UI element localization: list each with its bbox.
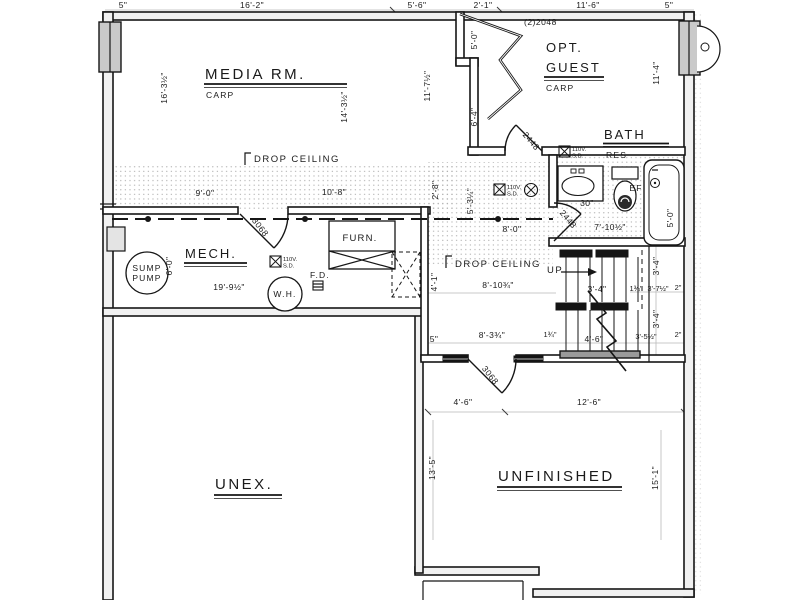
room-label-unfinished: UNFINISHED (498, 468, 615, 485)
room-label-bath: BATH (604, 127, 646, 142)
smoke-detector-mech (270, 256, 281, 267)
dim: 2" (674, 283, 682, 292)
dim: 2'-1" (473, 0, 493, 10)
dim: 5'-3¼" (465, 187, 475, 215)
dim: 7'-10½" (594, 222, 626, 232)
furnace-label: FURN. (342, 233, 378, 244)
dim: 5" (664, 0, 674, 10)
dim: 8'-0" (502, 224, 522, 234)
dim: 8'-3¾" (478, 330, 506, 340)
chase-box (392, 252, 420, 297)
floor-drain (313, 281, 323, 290)
exhaust-fan-label: EF (629, 183, 643, 193)
dim: 5" (429, 334, 439, 344)
dim: 11'-4" (651, 61, 661, 85)
dim: 3'-7½" (647, 284, 669, 293)
dim: 9'-0" (195, 188, 215, 198)
dim: 12'-6" (576, 397, 602, 407)
room-floor-guest: CARP (546, 83, 575, 93)
dim: 8'-10¾" (482, 280, 514, 290)
dim: 19'-9½" (213, 282, 245, 292)
room-label-guest-2: GUEST (546, 60, 601, 75)
sump-pump-label-2: PUMP (132, 273, 162, 283)
dim: 3'-4" (651, 309, 661, 329)
floor-drain-label: F.D. (310, 270, 330, 280)
dim: 10'-8" (321, 187, 347, 197)
exterior-texture (695, 14, 702, 594)
post (302, 216, 308, 222)
dim: 5'-0" (665, 208, 675, 228)
dim: 3'-5½" (635, 332, 657, 341)
smoke-text: S.D. (507, 191, 519, 198)
smoke-text: 110V. (283, 257, 298, 263)
dim: 4'-1" (429, 272, 439, 292)
dim: 11'-6" (576, 0, 600, 10)
dim: 11'-7½" (422, 70, 432, 102)
dim: 1¾" (543, 330, 557, 339)
dim: 14'-3½" (339, 91, 349, 123)
dim: 3'-4" (651, 256, 661, 276)
window-mech (107, 227, 125, 251)
room-label-unex: UNEX. (215, 476, 274, 493)
sump-pump-label-1: SUMP (132, 263, 162, 273)
smoke-text: 110V. (572, 147, 587, 153)
dim: 5'-0" (469, 30, 479, 50)
vanity-width-label: 30" (580, 198, 594, 208)
room-label-media: MEDIA RM. (205, 66, 306, 83)
door-label-guest: 2448 (520, 129, 542, 153)
dim: 6'-0" (164, 256, 174, 276)
dim: 13'-5" (427, 455, 437, 481)
room-label-guest-1: OPT. (546, 40, 583, 55)
post (145, 216, 151, 222)
up-label: UP (547, 265, 564, 276)
drop-ceiling-note-1: DROP CEILING (254, 154, 340, 165)
smoke-text: 110V. (507, 185, 522, 191)
room-label-mech: MECH. (185, 246, 237, 261)
dim: 15'-1" (650, 465, 660, 491)
room-floor-bath: RES (606, 150, 628, 160)
furnace (329, 221, 395, 269)
toilet-seat (618, 195, 632, 209)
dim: 3'-4" (587, 284, 607, 294)
up-arrowhead (588, 268, 597, 276)
dim: 2'-8" (430, 180, 440, 200)
door-label-unfinished: 3068 (479, 363, 501, 387)
dim: 6'-4" (469, 107, 479, 127)
tub (644, 160, 684, 245)
door-label-mech: 3068 (249, 215, 271, 239)
door-label-bath: 2448 (557, 207, 579, 231)
dim: 5'-6" (407, 0, 427, 10)
dim: 16'-3½" (159, 72, 169, 104)
toilet-tank (612, 167, 638, 179)
dim: 16'-2" (239, 0, 265, 10)
dim: 5" (118, 0, 128, 10)
smoke-text: S.D. (572, 153, 584, 160)
water-heater-label: W.H. (273, 289, 297, 299)
dim: 2" (674, 330, 682, 339)
door-label-closet: (2)2048 (524, 17, 557, 27)
post (495, 216, 501, 222)
stair-landing (560, 351, 640, 358)
room-floor-media: CARP (206, 90, 235, 100)
smoke-text: S.D. (283, 263, 295, 270)
dimension-lines (105, 7, 694, 540)
dim: 4'-6" (584, 334, 604, 344)
drop-ceiling-note-2: DROP CEILING (455, 259, 541, 270)
stairs (556, 250, 642, 371)
dim: 4'-6" (453, 397, 473, 407)
dim: 1¾" (629, 284, 643, 293)
